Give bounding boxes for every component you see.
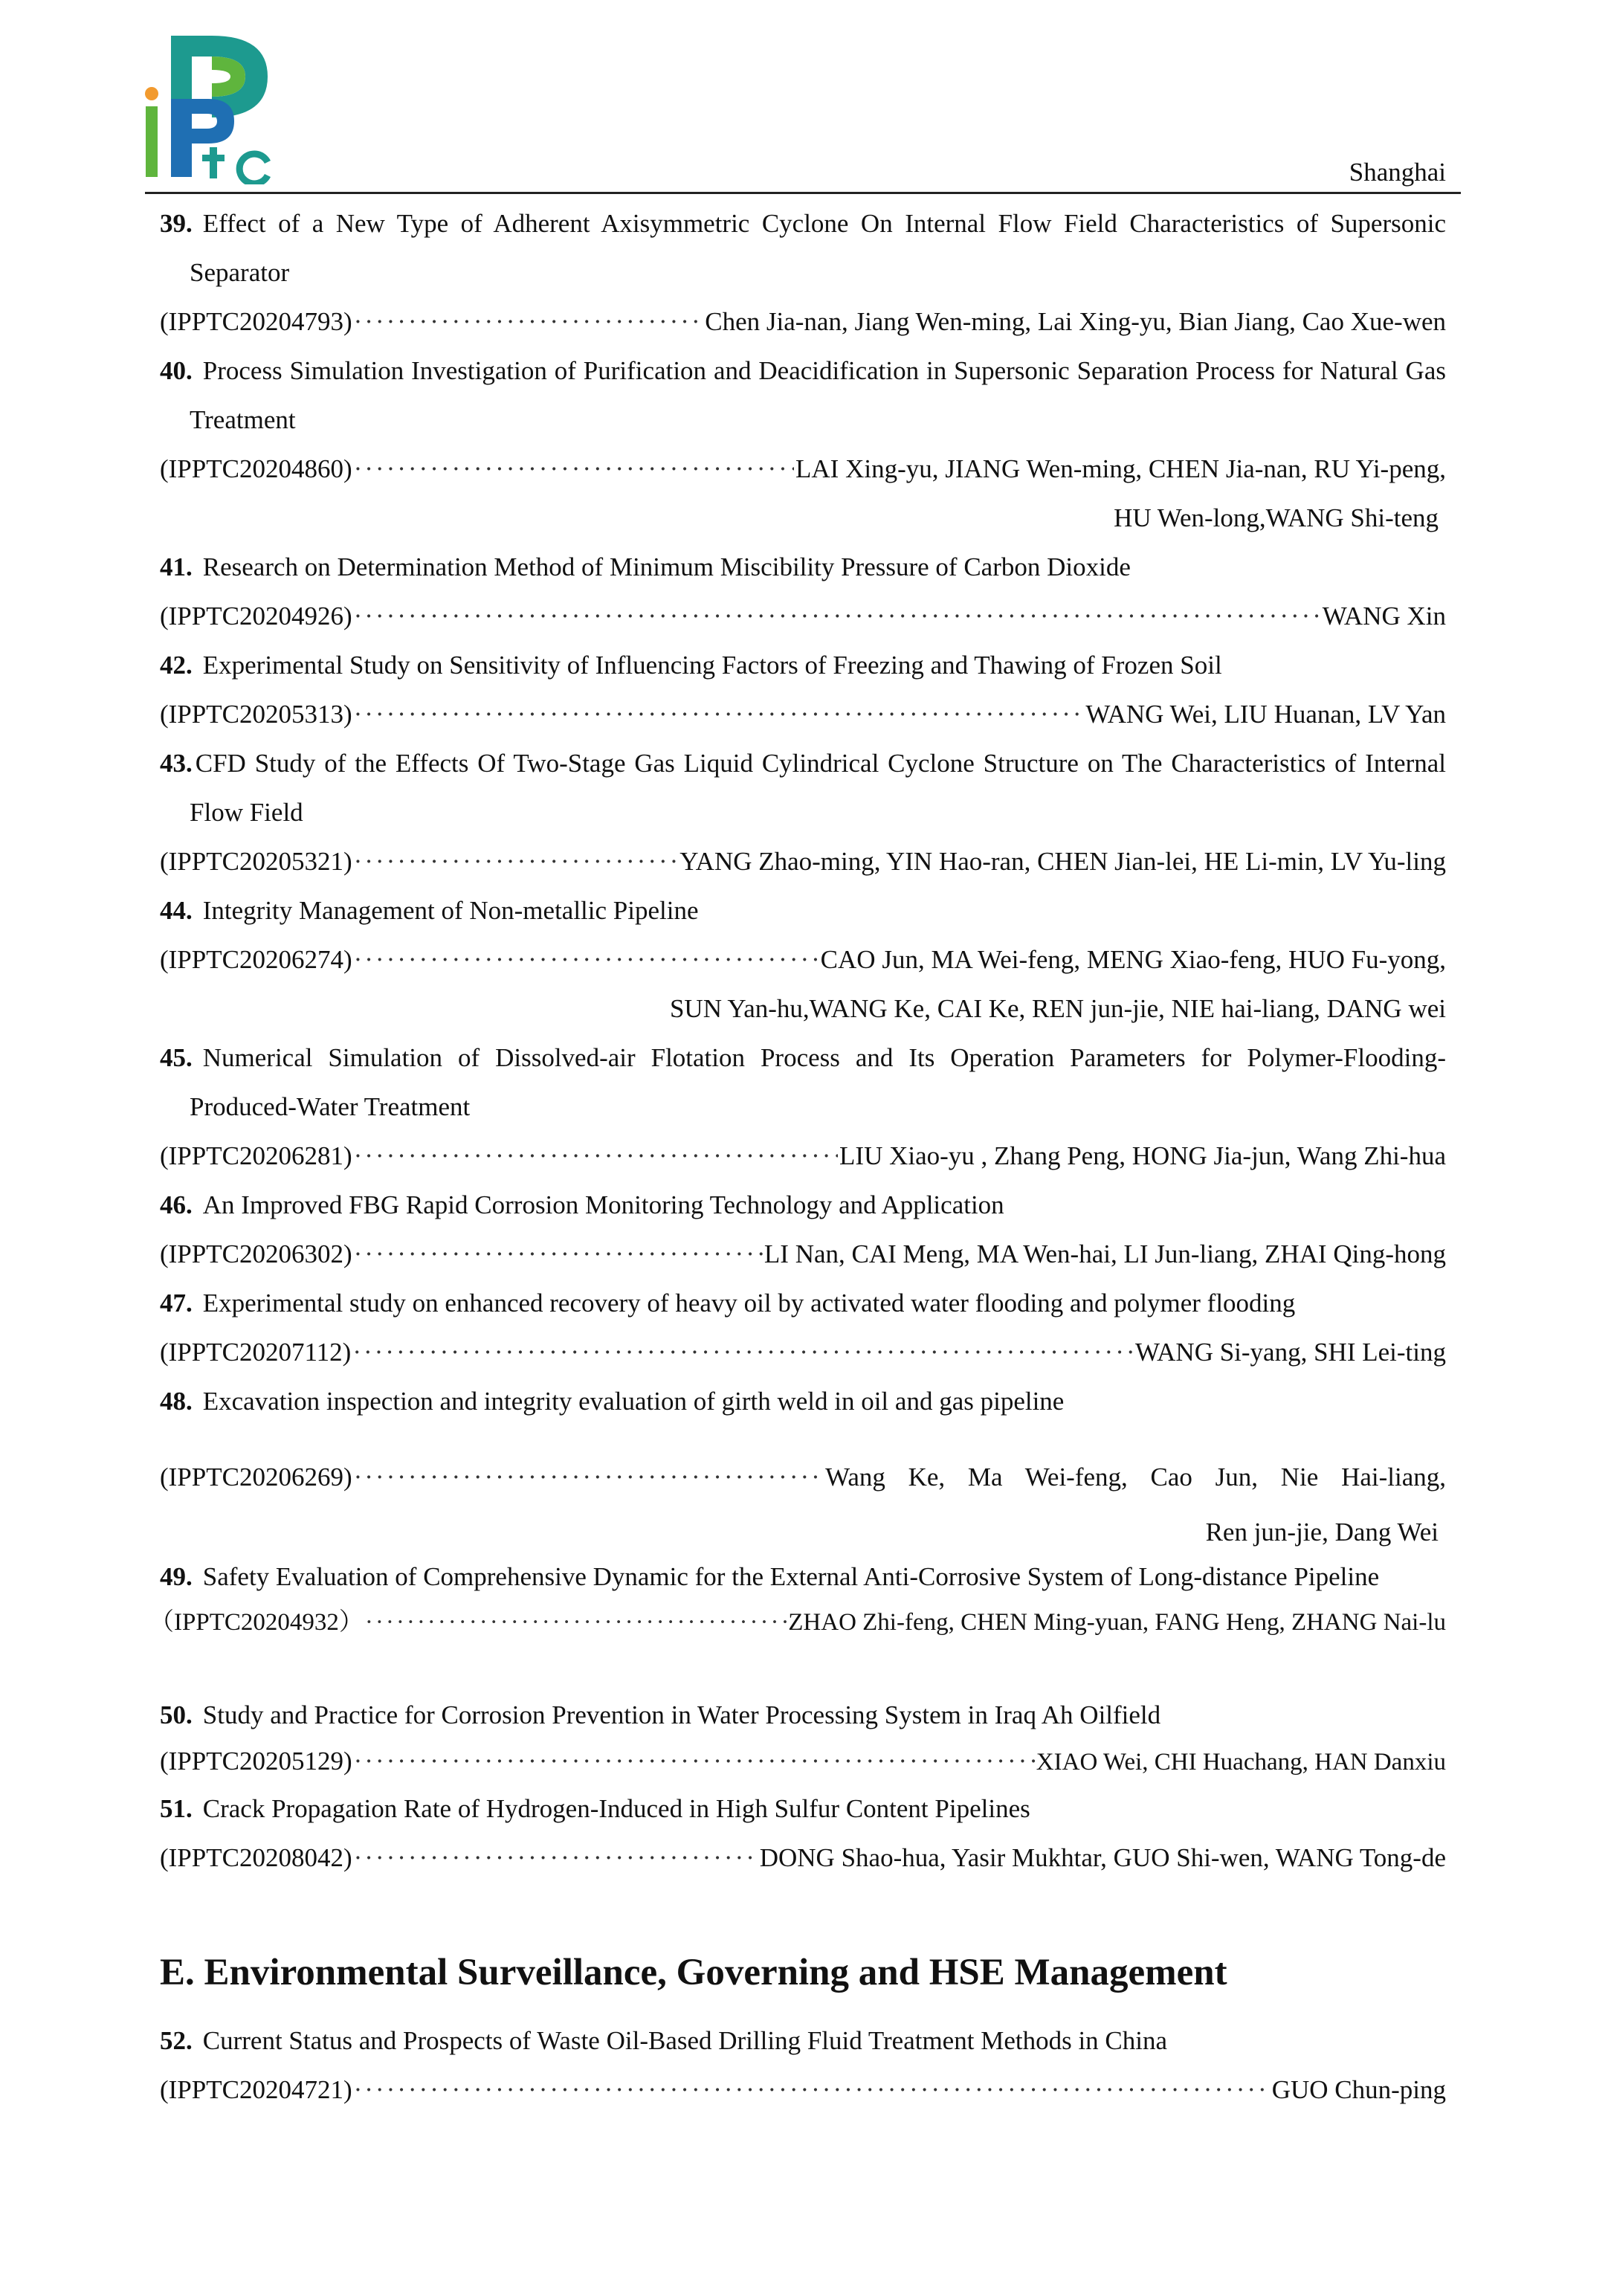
paper-meta <box>160 1738 1446 1785</box>
paper-title <box>160 2016 1446 2066</box>
paper-number: 44. <box>160 896 193 925</box>
dot-leader <box>354 1738 1035 1784</box>
paper-authors: CAO Jun, MA Wei-feng, MENG Xiao-feng, HUO Fu-yong, <box>820 945 1446 974</box>
paper-entry-50 <box>160 1692 1446 1785</box>
paper-authors: WANG Xin <box>1322 602 1446 631</box>
paper-title <box>160 1692 1446 1738</box>
paper-title-text: Experimental study on enhanced recovery of heavy oil by activated water flooding and polymer flooding <box>202 1289 1296 1318</box>
paper-title <box>160 543 1446 592</box>
paper-authors: LI Nan, CAI Meng, MA Wen-hai, LI Jun-liang, ZHAI Qing-hong <box>763 1239 1446 1268</box>
paper-meta <box>160 1132 1446 1181</box>
paper-title <box>160 641 1446 690</box>
paper-meta <box>160 690 1446 739</box>
paper-authors-continued: SUN Yan-hu,WANG Ke, CAI Ke, REN jun-jie, NIE hai-liang, DANG wei <box>669 994 1446 1023</box>
paper-authors: XIAO Wei, CHI Huachang, HAN Danxiu <box>1036 1749 1446 1776</box>
paper-title-text: Process Simulation Investigation of Purification and Deacidification in Supersonic Separation Process for Natural Gas Treatment <box>190 356 1446 434</box>
paper-title-text: Research on Determination Method of Minimum Miscibility Pressure of Carbon Dioxide <box>202 552 1131 581</box>
paper-entry-49 <box>149 1552 1446 1643</box>
paper-number: 47. <box>160 1289 193 1318</box>
paper-meta <box>149 1602 1446 1643</box>
paper-title <box>160 739 1446 837</box>
paper-title <box>160 1279 1446 1328</box>
paper-number: 45. <box>160 1043 193 1072</box>
paper-title <box>160 346 1446 445</box>
dot-leader <box>365 1602 787 1643</box>
paper-title-text: Experimental Study on Sensitivity of Influencing Factors of Freezing and Thawing of Frozen Soil <box>202 651 1222 680</box>
paper-code: (IPPTC20205313) <box>160 700 352 729</box>
paper-entry-45 <box>160 1033 1446 1181</box>
paper-number: 48. <box>160 1387 193 1416</box>
ipptc-logo <box>141 36 275 184</box>
logo-t-bar <box>202 155 225 161</box>
paper-code: (IPPTC20204793) <box>160 307 352 336</box>
paper-code: (IPPTC20204926) <box>160 602 352 631</box>
dot-leader <box>354 1834 758 1883</box>
paper-code: (IPPTC20206274) <box>160 945 352 974</box>
paper-authors: GUO Chun-ping <box>1271 2075 1446 2104</box>
logo-c <box>239 154 268 184</box>
paper-title-text: CFD Study of the Effects Of Two-Stage Gas Liquid Cylindrical Cyclone Structure on The Characteristics of Internal Flow Field <box>190 749 1446 827</box>
paper-number: 43. <box>160 749 193 778</box>
header-location: Shanghai <box>1349 158 1446 187</box>
paper-meta <box>160 1453 1446 1502</box>
paper-title-text: Current Status and Prospects of Waste Oil-Based Drilling Fluid Treatment Methods in China <box>202 2026 1168 2055</box>
paper-title <box>160 886 1446 935</box>
paper-number: 39. <box>160 209 193 238</box>
paper-entry-47 <box>160 1279 1446 1377</box>
paper-authors: LAI Xing-yu, JIANG Wen-ming, CHEN Jia-nan, RU Yi-peng, <box>795 454 1446 483</box>
paper-entry-52 <box>160 2016 1446 2115</box>
paper-authors: WANG Si-yang, SHI Lei-ting <box>1134 1338 1446 1367</box>
paper-entry-41 <box>160 543 1446 641</box>
paper-number: 42. <box>160 651 193 680</box>
paper-entry-43 <box>160 739 1446 886</box>
paper-title <box>160 1033 1446 1132</box>
paper-code: (IPPTC20207112) <box>160 1338 352 1367</box>
section-heading-e: E. Environmental Surveillance, Governing and HSE Management <box>160 1952 1227 1993</box>
paper-authors: LIU Xiao-yu , Zhang Peng, HONG Jia-jun, Wang Zhi-hua <box>839 1141 1446 1170</box>
paper-title-text: Integrity Management of Non-metallic Pipeline <box>202 896 699 925</box>
paper-entry-42 <box>160 641 1446 739</box>
paper-number: 51. <box>160 1794 193 1823</box>
paper-code: (IPPTC20205129) <box>160 1747 352 1776</box>
paper-entry-46 <box>160 1181 1446 1279</box>
dot-leader <box>354 2066 1271 2115</box>
paper-meta <box>160 1230 1446 1279</box>
paper-code: (IPPTC20206281) <box>160 1141 352 1170</box>
paper-title-text: Safety Evaluation of Comprehensive Dynamic for the External Anti-Corrosive System of Long-distance Pipeline <box>202 1562 1380 1591</box>
paper-entry-40 <box>160 346 1446 543</box>
paper-code: （IPPTC20204932） <box>149 1609 364 1636</box>
paper-authors-continued: HU Wen-long,WANG Shi-teng <box>1114 503 1439 532</box>
paper-entry-51 <box>160 1784 1446 1883</box>
paper-authors: Chen Jia-nan, Jiang Wen-ming, Lai Xing-yu, Bian Jiang, Cao Xue-wen <box>705 307 1446 336</box>
dot-leader <box>354 690 1085 739</box>
paper-meta <box>160 297 1446 346</box>
paper-title <box>160 1552 1446 1602</box>
dot-leader <box>354 1230 763 1279</box>
logo-t-stem <box>210 147 217 178</box>
paper-number: 50. <box>160 1700 193 1729</box>
paper-authors: DONG Shao-hua, Yasir Mukhtar, GUO Shi-wen, WANG Tong-de <box>759 1843 1446 1872</box>
paper-title-text: Study and Practice for Corrosion Prevention in Water Processing System in Iraq Ah Oilfield <box>202 1700 1161 1729</box>
paper-number: 49. <box>160 1562 193 1591</box>
logo-i-stem <box>146 106 158 177</box>
paper-meta <box>160 1834 1446 1883</box>
paper-number: 41. <box>160 552 193 581</box>
paper-meta <box>160 592 1446 641</box>
paper-entry-48 <box>160 1377 1446 1557</box>
dot-leader <box>354 592 1321 641</box>
paper-code: (IPPTC20204721) <box>160 2075 352 2104</box>
paper-title-text: Crack Propagation Rate of Hydrogen-Induced in High Sulfur Content Pipelines <box>202 1794 1030 1823</box>
dot-leader <box>354 445 794 494</box>
logo-lower-p-stem <box>171 99 192 177</box>
dot-leader <box>354 935 819 984</box>
paper-entry-39 <box>160 199 1446 346</box>
paper-authors: YANG Zhao-ming, YIN Hao-ran, CHEN Jian-lei, HE Li-min, LV Yu-ling <box>679 847 1446 876</box>
header-divider <box>145 192 1461 194</box>
paper-authors: Wang Ke, Ma Wei-feng, Cao Jun, Nie Hai-liang, <box>825 1463 1446 1492</box>
dot-leader <box>352 1328 1134 1377</box>
paper-code: (IPPTC20204860) <box>160 454 352 483</box>
paper-authors: ZHAO Zhi-feng, CHEN Ming-yuan, FANG Heng, ZHANG Nai-lu <box>788 1609 1446 1636</box>
paper-code: (IPPTC20206302) <box>160 1239 352 1268</box>
paper-title <box>160 1181 1446 1230</box>
dot-leader <box>354 837 679 886</box>
paper-meta <box>160 445 1446 494</box>
paper-title <box>160 1784 1446 1834</box>
paper-entry-44 <box>160 886 1446 1033</box>
paper-authors-continued: Ren jun-jie, Dang Wei <box>1205 1518 1439 1547</box>
paper-title-text: Excavation inspection and integrity evaluation of girth weld in oil and gas pipeline <box>202 1387 1065 1416</box>
dot-leader <box>354 1132 838 1181</box>
paper-title <box>160 1377 1446 1426</box>
paper-number: 52. <box>160 2026 193 2055</box>
dot-leader <box>354 1453 824 1502</box>
paper-meta <box>160 935 1446 984</box>
paper-code: (IPPTC20206269) <box>160 1463 352 1492</box>
paper-title-text: An Improved FBG Rapid Corrosion Monitoring Technology and Application <box>202 1190 1004 1219</box>
paper-code: (IPPTC20208042) <box>160 1843 352 1872</box>
logo-i-dot <box>145 87 158 100</box>
paper-meta <box>160 2066 1446 2115</box>
logo-lower-p-bowl <box>192 99 234 144</box>
paper-code: (IPPTC20205321) <box>160 847 352 876</box>
paper-meta <box>160 1328 1446 1377</box>
paper-authors: WANG Wei, LIU Huanan, LV Yan <box>1085 700 1446 729</box>
paper-number: 46. <box>160 1190 193 1219</box>
paper-number: 40. <box>160 356 193 385</box>
paper-meta <box>160 837 1446 886</box>
paper-title <box>160 199 1446 297</box>
paper-title-text: Effect of a New Type of Adherent Axisymmetric Cyclone On Internal Flow Field Characteristics of Supersonic Separator <box>190 209 1446 287</box>
dot-leader <box>354 297 704 346</box>
paper-title-text: Numerical Simulation of Dissolved-air Flotation Process and Its Operation Parameters for Polymer-Flooding-Produced-Water Treatment <box>190 1043 1446 1121</box>
